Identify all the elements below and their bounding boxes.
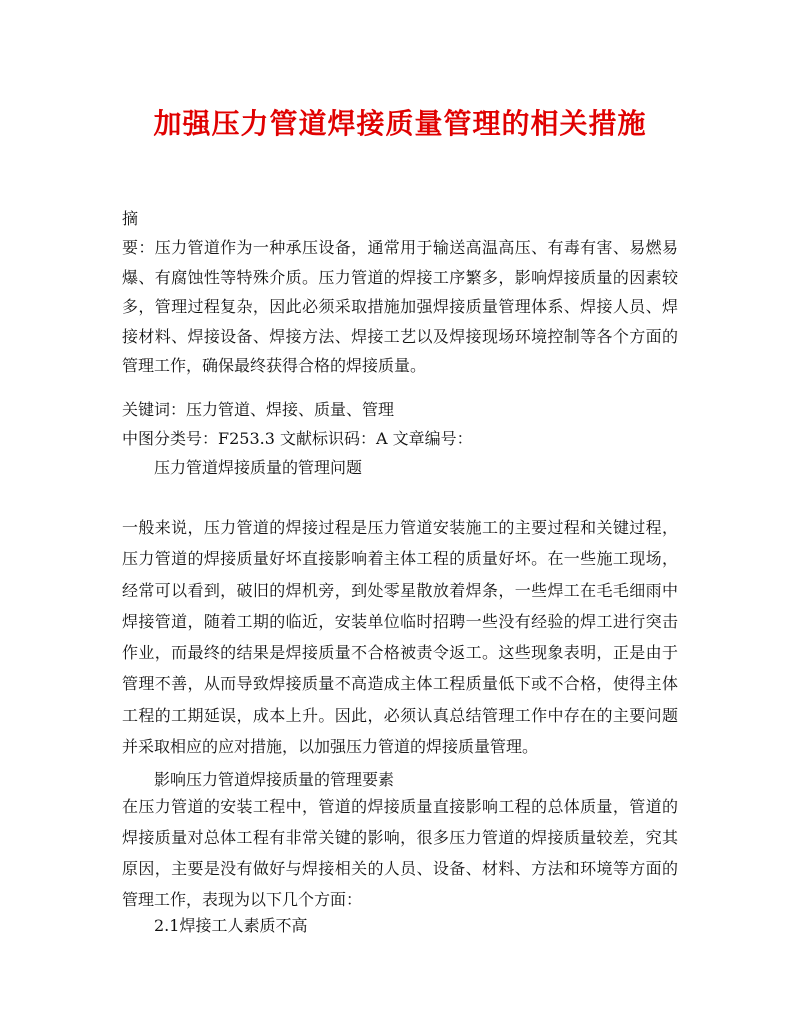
subsection-heading-welder-quality: 2.1焊接工人素质不高: [154, 916, 308, 935]
classification-line: 中图分类号：F253.3 文献标识码：A 文章编号：: [122, 429, 473, 448]
keywords-line: 关键词：压力管道、焊接、质量、管理: [122, 400, 395, 419]
section-paragraph-management-factors: 在压力管道的安装工程中，管道的焊接质量直接影响工程的总体质量，管道的焊接质量对总体工程有非常关键的影响，很多压力管道的焊接质量较差，究其原因，主要是没有做好与焊接相关的人员、设备、材料、方法和环境等方面的管理工作，表现为以下几个方面：: [122, 797, 678, 909]
abstract-text: 要：压力管道作为一种承压设备，通常用于输送高温高压、有毒有害、易燃易爆、有腐蚀性等特殊介质。压力管道的焊接工序繁多，影响焊接质量的因素较多，管理过程复杂，因此必须采取措施加强焊接质量管理体系、焊接人员、焊接材料、焊接设备、焊接方法、焊接工艺以及焊接现场环境控制等各个方面的管理工作，确保最终获得合格的焊接质量。: [122, 238, 678, 375]
section-paragraph-management-problems: 一般来说，压力管道的焊接过程是压力管道安装施工的主要过程和关键过程，压力管道的焊接质量好坏直接影响着主体工程的质量好坏。在一些施工现场，经常可以看到，破旧的焊机旁，到处零星散放着焊条，一些焊工在毛毛细雨中焊接管道，随着工期的临近，安装单位临时招聘一些没有经验的焊工进行突击作业，而最终的结果是焊接质量不合格被责令返工。这些现象表明，正是由于管理不善，从而导致焊接质量不高造成主体工程质量低下或不合格，使得主体工程的工期延误，成本上升。因此，必须认真总结管理工作中存在的主要问题并采取相应的应对措施，以加强压力管道的焊接质量管理。: [122, 518, 678, 757]
document-title: 加强压力管道焊接质量管理的相关措施: [153, 107, 647, 140]
section-heading-management-factors: 影响压力管道焊接质量的管理要素: [154, 770, 395, 789]
abstract-label: 摘: [122, 209, 139, 228]
section-heading-management-problems: 压力管道焊接质量的管理问题: [154, 458, 363, 477]
